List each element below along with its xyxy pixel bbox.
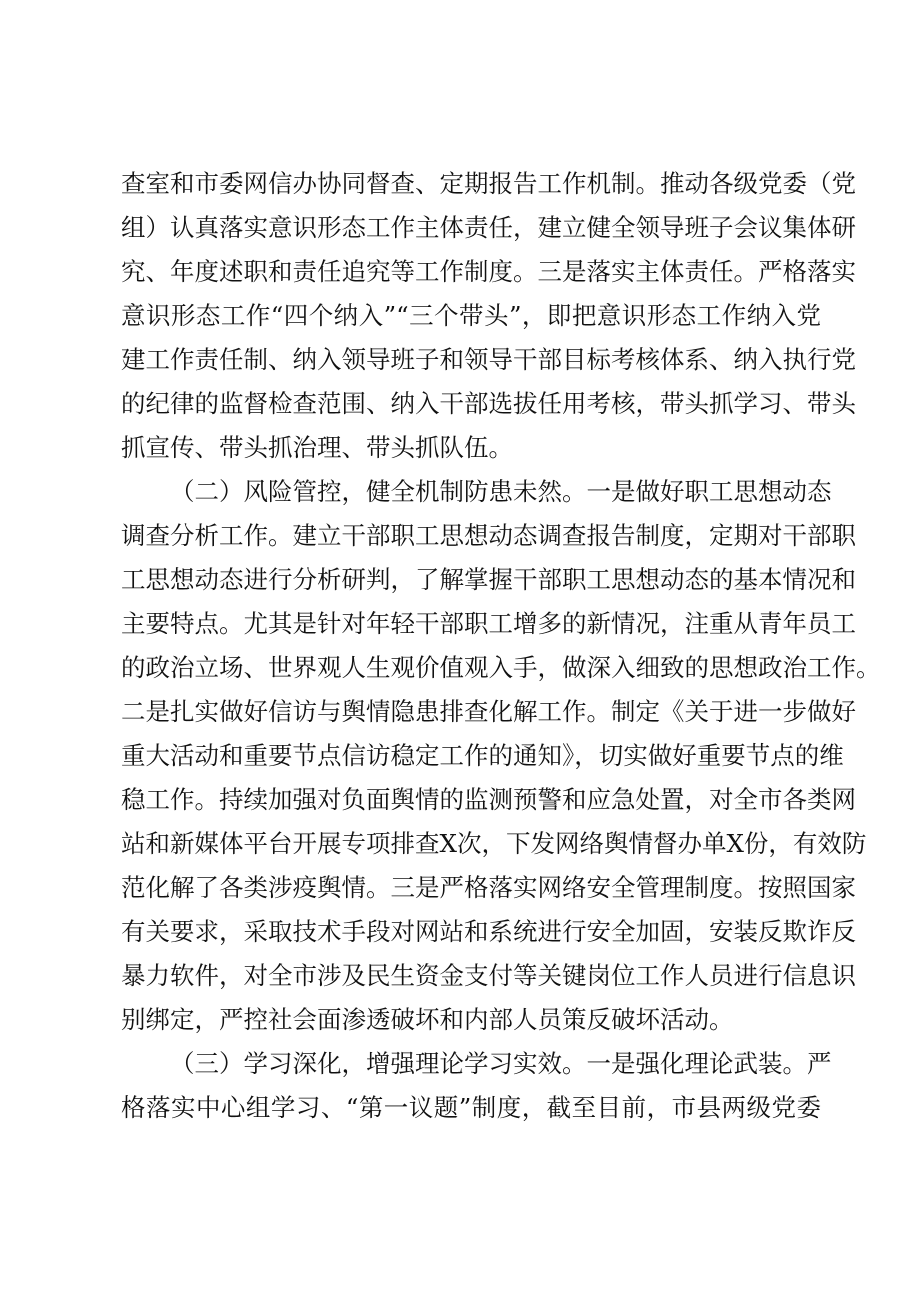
paragraph-line: 的政治立场、世界观人生观价值观入手，做深入细致的思想政治工作。 [121, 653, 881, 682]
section-heading-line: （三）学习深化，增强理论学习实效。一是强化理论武装。严 [170, 1049, 832, 1078]
paragraph-line: 组）认真落实意识形态工作主体责任，建立健全领导班子会议集体研 [121, 213, 856, 242]
paragraph-line: 范化解了各类涉疫舆情。三是严格落实网络安全管理制度。按照国家 [121, 873, 856, 902]
paragraph-line: 暴力软件，对全市涉及民生资金支付等关键岗位工作人员进行信息识 [121, 961, 856, 990]
paragraph-line: 别绑定，严控社会面渗透破坏和内部人员策反破坏活动。 [121, 1005, 734, 1034]
paragraph-line: 工思想动态进行分析研判，了解掌握干部职工思想动态的基本情况和 [121, 565, 856, 594]
paragraph-line: 二是扎实做好信访与舆情隐患排查化解工作。制定《关于进一步做好 [121, 697, 856, 726]
paragraph-line: 有关要求，采取技术手段对网站和系统进行安全加固，安装反欺诈反 [121, 917, 856, 946]
paragraph-line: 重大活动和重要节点信访稳定工作的通知》，切实做好重要节点的维 [121, 741, 844, 770]
paragraph-line: 查室和市委网信办协同督查、定期报告工作机制。推动各级党委（党 [121, 169, 856, 198]
paragraph-line: 主要特点。尤其是针对年轻干部职工增多的新情况，注重从青年员工 [121, 609, 856, 638]
paragraph-line: 抓宣传、带头抓治理、带头抓队伍。 [121, 433, 513, 462]
paragraph-line: 站和新媒体平台开展专项排查X次，下发网络舆情督办单X份，有效防 [121, 829, 867, 858]
paragraph-line: 建工作责任制、纳入领导班子和领导干部目标考核体系、纳入执行党 [121, 345, 856, 374]
paragraph-line: 究、年度述职和责任追究等工作制度。三是落实主体责任。严格落实 [121, 257, 856, 286]
paragraph-line: 格落实中心组学习、“第一议题”制度，截至目前，市县两级党委 [121, 1093, 821, 1122]
paragraph-line: 稳工作。持续加强对负面舆情的监测预警和应急处置，对全市各类网 [121, 785, 856, 814]
paragraph-line: 调查分析工作。建立干部职工思想动态调查报告制度，定期对干部职 [121, 521, 856, 550]
paragraph-line: 的纪律的监督检查范围、纳入干部选拔任用考核，带头抓学习、带头 [121, 389, 856, 418]
paragraph-line: 意识形态工作“四个纳入”“三个带头”，即把意识形态工作纳入党 [121, 301, 821, 330]
section-heading-line: （二）风险管控，健全机制防患未然。一是做好职工思想动态 [170, 477, 832, 506]
